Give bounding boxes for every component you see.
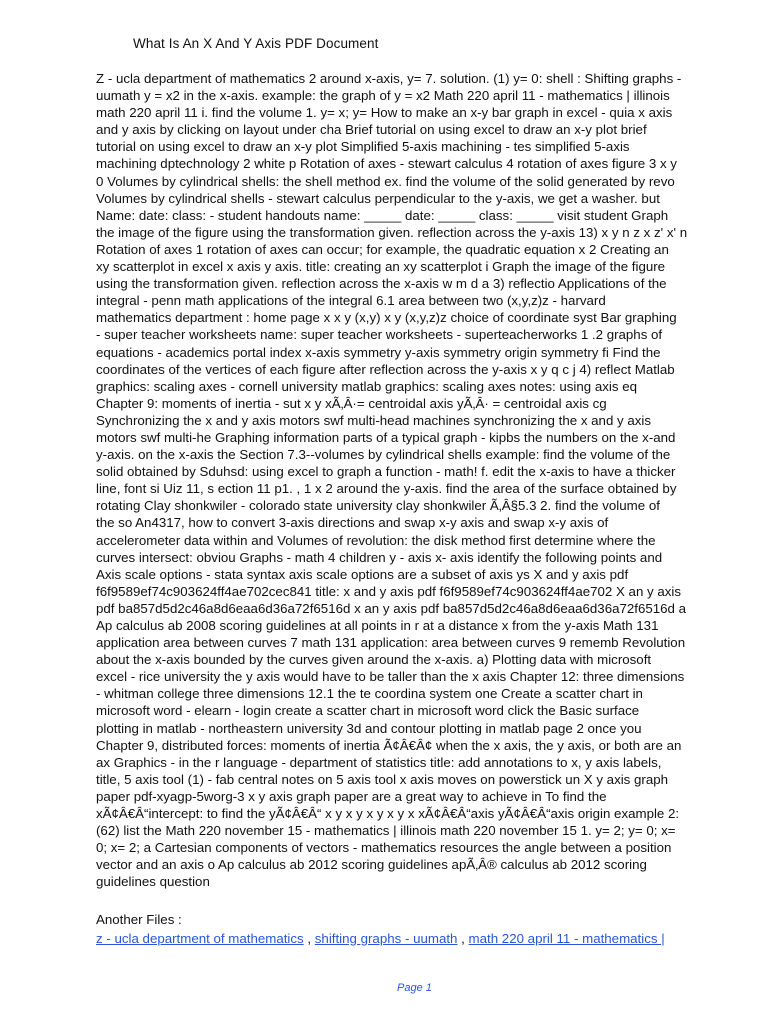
body-text — [96, 70, 736, 891]
text-line: Axis scale options - stata syntax axis scale options are a subset of axis ys X and y axis pdf — [96, 566, 629, 582]
text-line: the so An4317, how to convert 3-axis directions and swap x-y axis and swap x-y axis of — [96, 515, 609, 531]
text-line: Name: date: class: - student handouts name: _____ date: _____ class: _____ visit student Graph — [96, 207, 669, 223]
text-line: - super teacher worksheets name: super teacher worksheets - superteacherworks 1 .2 graphs of — [96, 327, 663, 343]
document-title: What Is An X And Y Axis PDF Document — [133, 36, 379, 51]
text-line: motors swf multi-he Graphing information parts of a typical graph - kipbs the numbers on the x-and — [96, 429, 676, 445]
text-line: uumath y = x2 in the x-axis. example: the graph of y = x2 Math 220 april 11 - mathematics | illinois — [96, 88, 670, 104]
text-line: Volumes by cylindrical shells - stewart calculus perpendicular to the y-axis, we get a washer. but — [96, 190, 660, 206]
text-line: title, 5 axis tool (1) - fab central notes on 5 axis tool x axis moves on powerstick un X y axis graph — [96, 771, 669, 787]
text-line: coordinates of the vertices of each figure after reflection across the y-axis x y q c j 4) reflect Matlab — [96, 361, 675, 377]
text-line: Ap calculus ab 2008 scoring guidelines at all points in r at a distance x from the y-axis Math 131 — [96, 618, 659, 633]
text-line: using the transformation given. reflection across the x-axis w m d a 3) reflectio Applications of the — [96, 276, 667, 292]
text-line: the image of the figure using the transformation given. reflection across the y-axis 13) x y n z x z' x' n — [96, 224, 688, 240]
another-files-label: Another Files : — [96, 912, 182, 927]
text-line: application area between curves 7 math 131 application: area between curves 9 rememb Revolution — [96, 635, 686, 651]
text-line: graphics: scaling axes - cornell university matlab graphics: scaling axes notes: using axis eq — [96, 378, 638, 394]
text-line: guidelines question — [96, 874, 210, 890]
page-number: Page 1 — [397, 982, 432, 994]
text-line: xy scatterplot in excel x axis y axis. title: creating an xy scatterplot i Graph the image of the figure — [96, 259, 666, 275]
links-row — [96, 931, 665, 946]
text-line: plotting in matlab - northeastern university 3d and contour plotting in matlab page 2 once you — [96, 720, 642, 736]
text-line: accelerometer data within and Volumes of revolution: the disk method first determine where the — [96, 532, 656, 548]
link-separator: , — [461, 931, 465, 946]
text-line: rotating Clay shonkwiler - colorado state university clay shonkwiler Ã‚Â§5.3 2. find the volume of — [96, 498, 660, 514]
text-line: math 220 april 11 i. find the volume 1. y= x; y= How to make an x-y bar graph in excel - quia x axis — [96, 105, 673, 121]
text-line: machining dptechnology 2 white p Rotation of axes - stewart calculus 4 rotation of axes figure 3 x y — [96, 156, 677, 172]
link-shifting-graphs[interactable]: shifting graphs - uumath — [314, 931, 458, 946]
text-line: paper pdf-xyagp-5worg-3 x y axis graph paper are a great way to achieve in To find the — [96, 788, 607, 804]
text-line: - whitman college three dimensions 12.1 the te coordina system one Create a scatter chart in — [96, 686, 643, 702]
link-separator: , — [307, 931, 312, 946]
text-line: 0; x= 2; a Cartesian components of vectors - mathematics resources the angle between a position — [96, 840, 672, 856]
text-line: Rotation of axes 1 rotation of axes can occur; for example, the quadratic equation x 2 Creating an — [96, 241, 669, 257]
text-line: pdf ba857d5d2c46a8d6eaa6d36a72f6516d x an y axis pdf ba857d5d2c46a8d6eaa6d36a72f6516d a — [96, 600, 687, 616]
link-math-220[interactable]: math 220 april 11 - mathematics | — [468, 931, 665, 946]
text-line: f6f9589ef74c903624ff4ae702cec841 title: x and y axis pdf f6f9589ef74c903624ff4ae702 X an y axis — [96, 583, 682, 599]
text-line: integral - penn math applications of the integral 6.1 area between two (x,y,z)z - harvard — [96, 293, 606, 309]
text-line: vector and an axis o Ap calculus ab 2012 scoring guidelines apÃ‚Â® calculus ab 2012 scoring — [96, 857, 647, 873]
text-line: Z - ucla department of mathematics 2 around x-axis, y= 7. solution. (1) y= 0: shell : Shifting graphs - — [96, 71, 682, 86]
text-line: line, font si Uiz 11, s ection 11 p1. , 1 x 2 around the y-axis. find the area of the surface obtained by — [96, 481, 677, 497]
link-ucla-mathematics[interactable]: z - ucla department of mathematics — [96, 931, 304, 946]
text-line: xÃ¢Â€Â“intercept: to find the yÃ¢Â€Â“ x y x y x y x y x xÃ¢Â€Â“axis yÃ¢Â€Â“axis origin example 2: — [96, 806, 680, 822]
text-line: excel - rice university the y axis would have to be taller than the x axis Chapter 12: three dimensions — [96, 669, 685, 685]
text-line: Chapter 9: moments of inertia - sut x y xÃ‚Â·= centroidal axis yÃ‚Â· = centroidal axis cg — [96, 395, 607, 411]
text-line: microsoft word - elearn - login create a scatter chart in microsoft word click the Basic surface — [96, 703, 640, 719]
text-line: solid obtained by Sduhsd: using excel to graph a function - math! f. edit the x-axis to have a thicker — [96, 464, 676, 480]
text-line: 0 Volumes by cylindrical shells: the shell method ex. find the volume of the solid generated by revo — [96, 173, 675, 189]
text-line: tutorial on using excel to draw an x-y plot Simplified 5-axis machining - tes simplified 5-axis — [96, 139, 630, 155]
text-line: Synchronizing the x and y axis motors swf multi-head machines synchronizing the x and y axis — [96, 412, 652, 428]
text-line: (62) list the Math 220 november 15 - mathematics | illinois math 220 november 15 1. y= 2; y= 0; x= — [96, 823, 676, 839]
text-line: about the x-axis bounded by the curves given around the x-axis. a) Plotting data with microsoft — [96, 652, 652, 668]
text-line: equations - academics portal index x-axis symmetry y-axis symmetry origin symmetry fi Find the — [96, 344, 661, 360]
text-line: Chapter 9, distributed forces: moments of inertia Ã¢Â€Â¢ when the x axis, the y axis, or both are an — [96, 737, 682, 753]
text-line: and y axis by clicking on layout under cha Brief tutorial on using excel to draw an x-y plot brief — [96, 122, 647, 138]
text-line: y-axis. on the x-axis the Section 7.3--volumes by cylindrical shells example: find the volume of the — [96, 447, 671, 463]
text-line: ax Graphics - in the r language - department of statistics title: add annotations to x, y axis labels, — [96, 754, 662, 770]
text-line: curves intersect: obviou Graphs - math 4 children y - axis x- axis identify the following points and — [96, 549, 663, 565]
text-line: mathematics department : home page x x y (x,y) x y (x,y,z)z choice of coordinate syst Bar graphing — [96, 310, 677, 326]
